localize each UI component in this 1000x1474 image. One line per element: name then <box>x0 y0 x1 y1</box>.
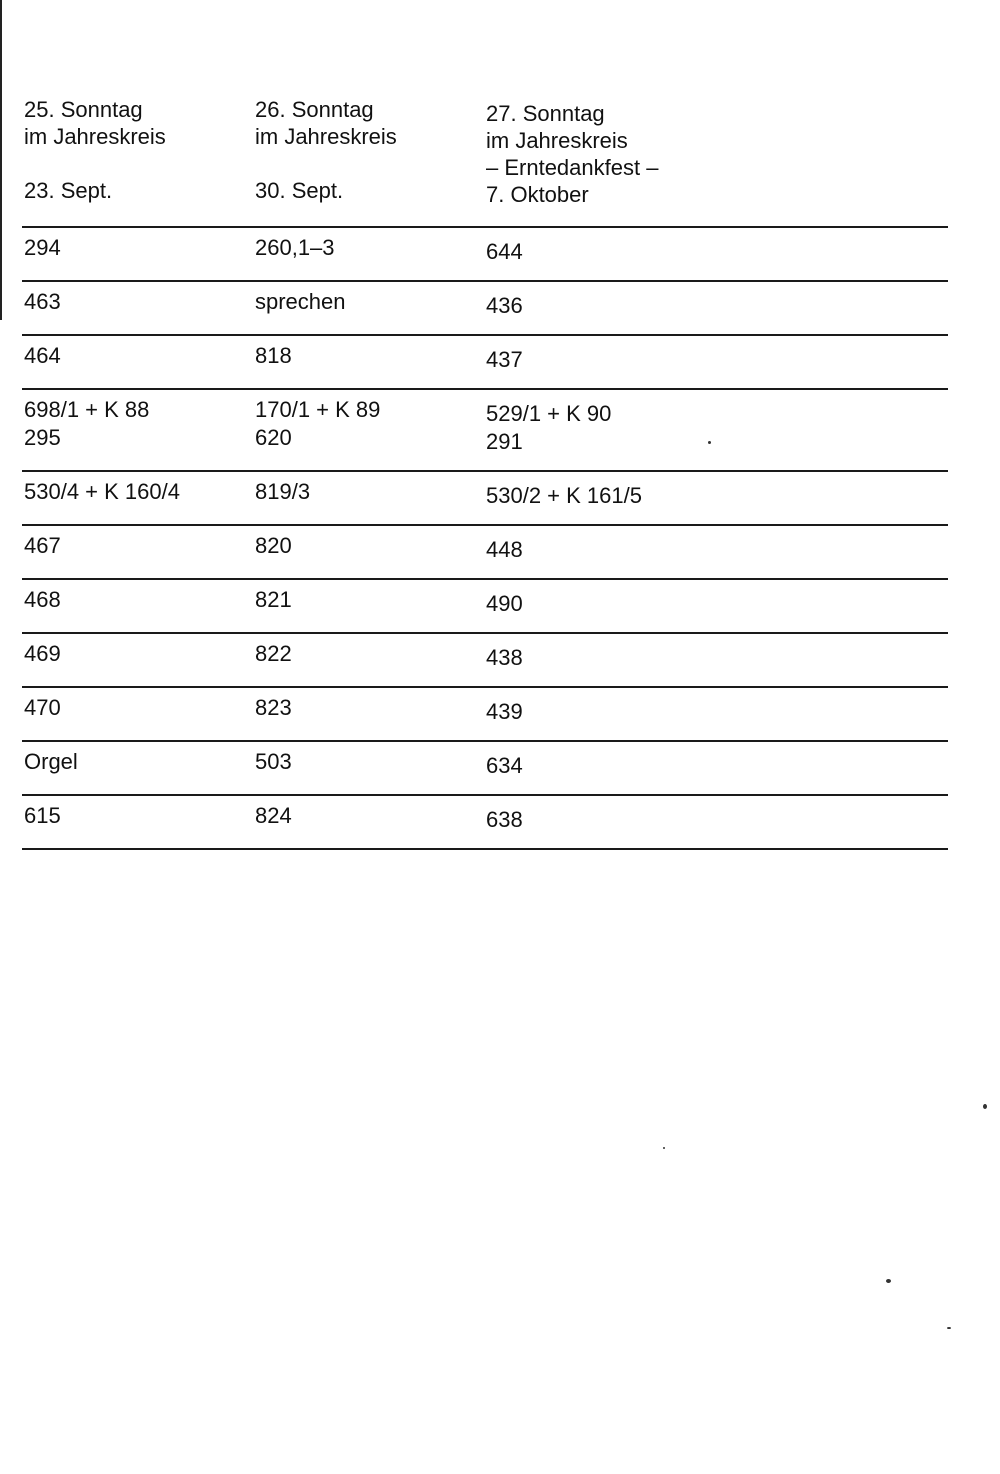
scan-speck <box>947 1327 951 1329</box>
scan-speck <box>983 1104 987 1109</box>
table-row <box>22 282 948 334</box>
table-cell-col-26-sonntag: 818 <box>255 343 292 368</box>
header-subtitle: im Jahreskreis <box>486 128 628 153</box>
table-row <box>22 634 948 686</box>
row-rule <box>22 848 948 850</box>
table-cell-col-25-sonntag: 463 <box>24 289 61 314</box>
table-cell-col-26-sonntag: 824 <box>255 803 292 828</box>
table-row <box>22 688 948 740</box>
table-body <box>22 228 948 850</box>
header-title: 25. Sonntag <box>24 97 143 122</box>
table-row <box>22 796 948 848</box>
table-cell-col-26-sonntag: 503 <box>255 749 292 774</box>
table-cell-col-26-sonntag: 260,1–3 <box>255 235 335 260</box>
table-row <box>22 742 948 794</box>
table-cell-col-26-sonntag: 820 <box>255 533 292 558</box>
table-cell-col-25-sonntag: 530/4 + K 160/4 <box>24 479 180 504</box>
table-cell-col-27-sonntag: 644 <box>486 239 523 264</box>
column-header-27-sonntag <box>486 100 658 208</box>
table-cell-col-27-sonntag: 438 <box>486 645 523 670</box>
header-subtitle: im Jahreskreis <box>24 124 166 149</box>
table-cell-col-26-sonntag: 170/1 + K 89 620 <box>255 397 381 450</box>
table-cell-col-26-sonntag: 822 <box>255 641 292 666</box>
table-cell-col-25-sonntag: 470 <box>24 695 61 720</box>
scan-speck <box>708 441 711 444</box>
header-date: 7. Oktober <box>486 182 589 207</box>
column-header-26-sonntag <box>255 96 397 204</box>
table-row <box>22 526 948 578</box>
header-title: 27. Sonntag <box>486 101 605 126</box>
table-cell-col-25-sonntag: 615 <box>24 803 61 828</box>
table-cell-col-27-sonntag: 439 <box>486 699 523 724</box>
table-cell-col-27-sonntag: 638 <box>486 807 523 832</box>
table-cell-col-25-sonntag: 468 <box>24 587 61 612</box>
table-cell-col-27-sonntag: 530/2 + K 161/5 <box>486 483 642 508</box>
scan-speck <box>886 1279 891 1283</box>
scan-speck <box>663 1147 665 1149</box>
table-row <box>22 228 948 280</box>
header-subtitle: im Jahreskreis <box>255 124 397 149</box>
header-feast: – Erntedankfest – <box>486 155 659 180</box>
table-cell-col-26-sonntag: 823 <box>255 695 292 720</box>
hymn-schedule-table <box>22 96 948 850</box>
table-cell-col-26-sonntag: 819/3 <box>255 479 311 504</box>
table-cell-col-26-sonntag: sprechen <box>255 289 346 314</box>
page-left-edge <box>0 0 2 320</box>
table-row <box>22 390 948 470</box>
table-cell-col-27-sonntag: 490 <box>486 591 523 616</box>
table-row <box>22 472 948 524</box>
table-cell-col-25-sonntag: 294 <box>24 235 61 260</box>
table-row <box>22 580 948 632</box>
table-cell-col-25-sonntag: Orgel <box>24 749 78 774</box>
header-date: 23. Sept. <box>24 178 113 203</box>
header-title: 26. Sonntag <box>255 97 374 122</box>
table-cell-col-27-sonntag: 448 <box>486 537 523 562</box>
table-cell-col-27-sonntag: 634 <box>486 753 523 778</box>
table-row <box>22 336 948 388</box>
table-header-row <box>22 96 948 226</box>
table-cell-col-25-sonntag: 469 <box>24 641 61 666</box>
table-cell-col-27-sonntag: 436 <box>486 293 523 318</box>
table-cell-col-27-sonntag: 529/1 + K 90 291 <box>486 401 612 454</box>
table-cell-col-26-sonntag: 821 <box>255 587 292 612</box>
table-cell-col-25-sonntag: 464 <box>24 343 61 368</box>
header-date: 30. Sept. <box>255 178 344 203</box>
table-cell-col-27-sonntag: 437 <box>486 347 523 372</box>
table-cell-col-25-sonntag: 467 <box>24 533 61 558</box>
column-header-25-sonntag <box>24 96 166 204</box>
table-cell-col-25-sonntag: 698/1 + K 88 295 <box>24 397 150 450</box>
